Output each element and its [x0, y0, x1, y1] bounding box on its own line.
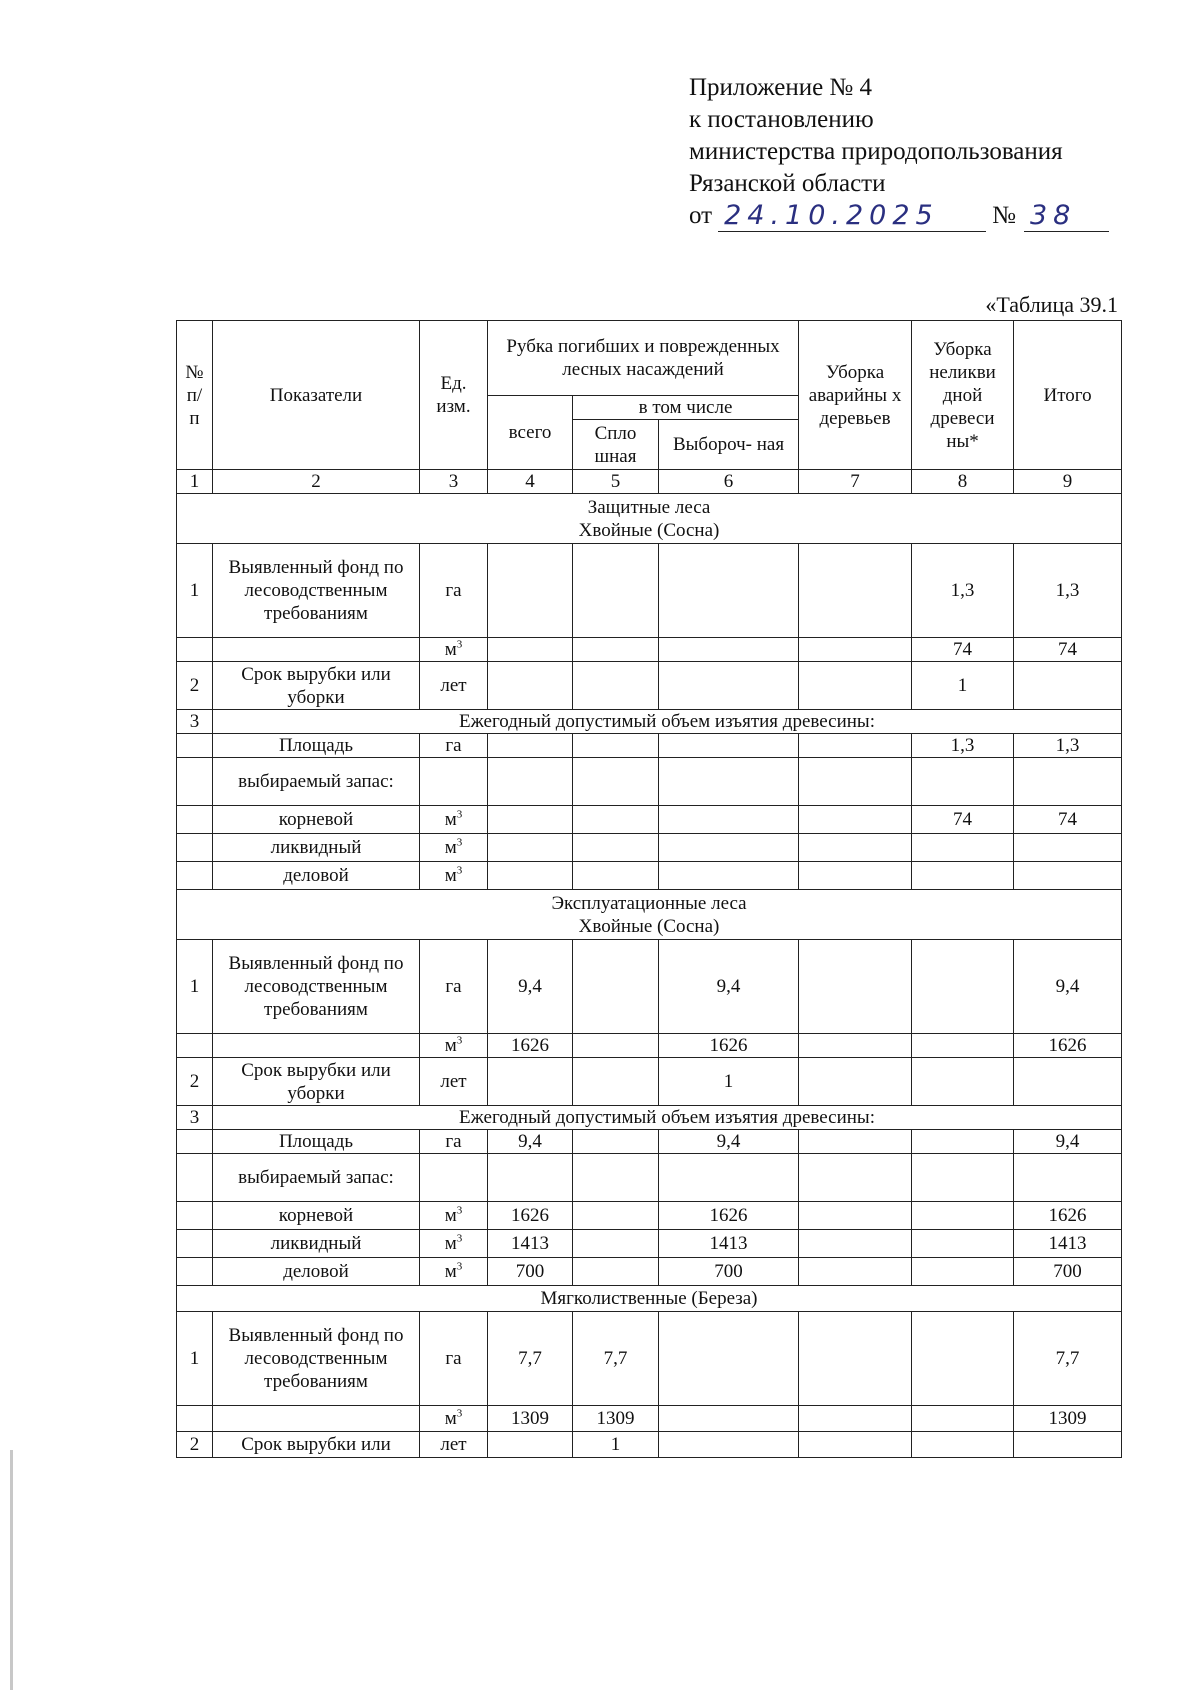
table-row — [177, 834, 1122, 862]
row-number — [177, 1034, 213, 1058]
value-cell: 9,4 — [488, 940, 573, 1034]
col-number: 9 — [1014, 470, 1122, 494]
col-head-indicators: Показатели — [213, 321, 420, 470]
table-row — [177, 940, 1122, 1034]
value-cell: 1626 — [1014, 1034, 1122, 1058]
row-number — [177, 758, 213, 806]
row-number — [177, 1202, 213, 1230]
row-number: 2 — [177, 662, 213, 710]
value-cell: 9,4 — [659, 1130, 799, 1154]
col-head-illiquid: Уборка неликви дной древеси ны* — [912, 321, 1014, 470]
value-cell — [659, 1432, 799, 1458]
unit-m: м — [444, 865, 457, 886]
value-cell — [659, 758, 799, 806]
value-cell — [573, 834, 659, 862]
section-exploitation-pine — [177, 890, 1122, 940]
value-cell — [799, 662, 912, 710]
value-cell — [799, 1058, 912, 1106]
indicator-label: Выявленный фонд по лесоводственным требованиям — [213, 544, 420, 638]
section-birch: Мягколиственные (Береза) — [177, 1286, 1122, 1312]
value-cell — [1014, 1432, 1122, 1458]
section-row — [177, 890, 1122, 940]
value-cell — [573, 662, 659, 710]
indicator-label: корневой — [213, 1202, 420, 1230]
value-cell — [912, 862, 1014, 890]
value-cell: 74 — [1014, 806, 1122, 834]
value-cell — [573, 638, 659, 662]
value-cell — [799, 1258, 912, 1286]
appendix-header — [689, 72, 1129, 232]
value-cell: 1626 — [488, 1034, 573, 1058]
value-cell — [659, 834, 799, 862]
col-number: 2 — [213, 470, 420, 494]
value-cell — [799, 1034, 912, 1058]
table-row — [177, 1406, 1122, 1432]
unit-cell: га — [420, 544, 488, 638]
value-cell — [573, 940, 659, 1034]
row-number — [177, 734, 213, 758]
row-number: 3 — [177, 710, 213, 734]
value-cell — [488, 638, 573, 662]
value-cell — [912, 834, 1014, 862]
value-cell — [573, 1258, 659, 1286]
row-number — [177, 1230, 213, 1258]
table-row — [177, 662, 1122, 710]
value-cell — [912, 1034, 1014, 1058]
table-caption: «Таблица 39.1 — [985, 292, 1118, 317]
col-number: 5 — [573, 470, 659, 494]
unit-cube: 3 — [456, 1204, 463, 1217]
value-cell — [799, 806, 912, 834]
table-row — [177, 862, 1122, 890]
value-cell — [1014, 834, 1122, 862]
value-cell: 1309 — [488, 1406, 573, 1432]
value-cell: 1626 — [659, 1034, 799, 1058]
indicator-label: ликвидный — [213, 834, 420, 862]
section-subtitle: Хвойные (Сосна) — [578, 915, 720, 937]
unit-cube: 3 — [456, 1034, 463, 1047]
value-cell — [659, 734, 799, 758]
table-row — [177, 1312, 1122, 1406]
table-row — [177, 710, 1122, 734]
scan-margin-line — [10, 1450, 13, 1690]
col-head-including: в том числе — [573, 396, 799, 420]
section-subtitle: Хвойные (Сосна) — [578, 519, 720, 541]
value-cell: 1626 — [1014, 1202, 1122, 1230]
table-row — [177, 1058, 1122, 1106]
section-row — [177, 494, 1122, 544]
unit-cell: га — [420, 1312, 488, 1406]
table-row — [177, 1230, 1122, 1258]
value-cell — [1014, 862, 1122, 890]
value-cell — [799, 758, 912, 806]
value-cell — [659, 544, 799, 638]
table-row — [177, 1106, 1122, 1130]
value-cell — [659, 806, 799, 834]
value-cell — [659, 1154, 799, 1202]
row-number — [177, 806, 213, 834]
unit-m: м — [444, 1035, 457, 1056]
value-cell: 74 — [1014, 638, 1122, 662]
value-cell — [488, 1432, 573, 1458]
value-cell: 1 — [912, 662, 1014, 710]
value-cell — [912, 1058, 1014, 1106]
value-cell — [1014, 1154, 1122, 1202]
unit-cell — [420, 638, 488, 662]
value-cell — [799, 1154, 912, 1202]
row-number — [177, 1406, 213, 1432]
unit-cell — [420, 834, 488, 862]
value-cell — [573, 1130, 659, 1154]
value-cell: 1626 — [488, 1202, 573, 1230]
value-cell: 9,4 — [659, 940, 799, 1034]
decree-number-handwritten: 38 — [1024, 201, 1109, 232]
unit-cell: га — [420, 1130, 488, 1154]
row-number — [177, 834, 213, 862]
value-cell: 700 — [488, 1258, 573, 1286]
unit-cell: лет — [420, 662, 488, 710]
row-number — [177, 1258, 213, 1286]
row-number — [177, 1130, 213, 1154]
unit-m: м — [444, 1261, 457, 1282]
value-cell — [799, 1130, 912, 1154]
value-cell — [488, 544, 573, 638]
unit-cell — [420, 1258, 488, 1286]
row-number — [177, 638, 213, 662]
appendix-ministry: министерства природопользования — [689, 138, 1063, 165]
unit-cell — [420, 1034, 488, 1058]
value-cell — [799, 1230, 912, 1258]
value-cell — [912, 1230, 1014, 1258]
unit-cell — [420, 1230, 488, 1258]
table-row — [177, 806, 1122, 834]
unit-cube: 3 — [456, 1407, 463, 1420]
table-row — [177, 1432, 1122, 1458]
value-cell — [799, 1406, 912, 1432]
unit-cube: 3 — [456, 1232, 463, 1245]
col-head-felling: Рубка погибших и поврежденных лесных насаждений — [488, 321, 799, 396]
indicator-label: деловой — [213, 862, 420, 890]
row-number: 1 — [177, 940, 213, 1034]
value-cell: 700 — [659, 1258, 799, 1286]
value-cell — [912, 1202, 1014, 1230]
unit-cell: лет — [420, 1058, 488, 1106]
indicator-label: Выявленный фонд по лесоводственным требованиям — [213, 1312, 420, 1406]
unit-cube: 3 — [456, 808, 463, 821]
indicator-label: Площадь — [213, 734, 420, 758]
value-cell: 1 — [573, 1432, 659, 1458]
value-cell: 9,4 — [1014, 1130, 1122, 1154]
decree-date-row — [689, 200, 1129, 232]
value-cell — [912, 940, 1014, 1034]
annual-volume-heading: Ежегодный допустимый объем изъятия древесины: — [213, 1106, 1122, 1130]
value-cell: 74 — [912, 806, 1014, 834]
col-head-number: № п/ п — [177, 321, 213, 470]
indicator-label: выбираемый запас: — [213, 758, 420, 806]
unit-cube: 3 — [456, 1260, 463, 1273]
row-number: 1 — [177, 544, 213, 638]
value-cell — [799, 1202, 912, 1230]
col-number: 3 — [420, 470, 488, 494]
indicator-label: деловой — [213, 1258, 420, 1286]
indicator-label: ликвидный — [213, 1230, 420, 1258]
unit-cell: га — [420, 734, 488, 758]
indicator-label: Выявленный фонд по лесоводственным требованиям — [213, 940, 420, 1034]
table-row — [177, 544, 1122, 638]
value-cell — [799, 544, 912, 638]
value-cell — [799, 734, 912, 758]
col-number: 8 — [912, 470, 1014, 494]
value-cell: 1,3 — [1014, 544, 1122, 638]
unit-cell: лет — [420, 1432, 488, 1458]
value-cell — [573, 1230, 659, 1258]
value-cell — [573, 806, 659, 834]
value-cell — [573, 1202, 659, 1230]
value-cell — [912, 1258, 1014, 1286]
appendix-ref-line: к постановлению — [689, 106, 874, 133]
indicator-label: Срок вырубки или уборки — [213, 662, 420, 710]
unit-cell — [420, 1154, 488, 1202]
column-numbers-row — [177, 470, 1122, 494]
decree-date-handwritten: 24.10.2025 — [718, 201, 986, 232]
value-cell: 7,7 — [573, 1312, 659, 1406]
table-row — [177, 638, 1122, 662]
value-cell — [799, 638, 912, 662]
value-cell: 1413 — [488, 1230, 573, 1258]
value-cell: 9,4 — [1014, 940, 1122, 1034]
col-head-total: Итого — [1014, 321, 1122, 470]
table-row — [177, 758, 1122, 806]
value-cell — [573, 1154, 659, 1202]
unit-cell — [420, 1406, 488, 1432]
col-number: 7 — [799, 470, 912, 494]
value-cell — [488, 862, 573, 890]
table-row — [177, 1130, 1122, 1154]
value-cell: 1309 — [1014, 1406, 1122, 1432]
value-cell — [488, 758, 573, 806]
unit-m: м — [444, 809, 457, 830]
value-cell — [799, 940, 912, 1034]
value-cell — [912, 1130, 1014, 1154]
value-cell — [573, 1058, 659, 1106]
value-cell — [912, 1432, 1014, 1458]
col-number: 1 — [177, 470, 213, 494]
value-cell: 7,7 — [488, 1312, 573, 1406]
value-cell — [488, 806, 573, 834]
value-cell: 9,4 — [488, 1130, 573, 1154]
unit-cube: 3 — [456, 638, 463, 651]
unit-cell — [420, 862, 488, 890]
indicator-label: Площадь — [213, 1130, 420, 1154]
unit-m: м — [444, 837, 457, 858]
row-number — [177, 1154, 213, 1202]
value-cell — [799, 1432, 912, 1458]
unit-cell — [420, 758, 488, 806]
row-number: 1 — [177, 1312, 213, 1406]
value-cell — [659, 662, 799, 710]
value-cell: 1413 — [1014, 1230, 1122, 1258]
table-row — [177, 1202, 1122, 1230]
col-head-clear: Спло шная — [573, 420, 659, 470]
unit-cell — [420, 806, 488, 834]
col-head-selective: Выбороч- ная — [659, 420, 799, 470]
unit-cell — [420, 1202, 488, 1230]
row-number: 2 — [177, 1432, 213, 1458]
number-sign: № — [992, 202, 1016, 229]
value-cell: 1309 — [573, 1406, 659, 1432]
value-cell — [799, 834, 912, 862]
unit-m: м — [444, 1408, 457, 1429]
col-number: 4 — [488, 470, 573, 494]
value-cell — [912, 1154, 1014, 1202]
appendix-title: Приложение № 4 — [689, 74, 873, 101]
unit-cell: га — [420, 940, 488, 1034]
annual-volume-heading: Ежегодный допустимый объем изъятия древесины: — [213, 710, 1122, 734]
value-cell — [659, 1406, 799, 1432]
value-cell — [573, 734, 659, 758]
unit-m: м — [444, 1233, 457, 1254]
value-cell — [1014, 662, 1122, 710]
value-cell: 1,3 — [912, 544, 1014, 638]
unit-cube: 3 — [456, 864, 463, 877]
row-number — [177, 862, 213, 890]
value-cell — [659, 638, 799, 662]
appendix-region: Рязанской области — [689, 170, 886, 197]
value-cell — [488, 1058, 573, 1106]
value-cell — [912, 1406, 1014, 1432]
value-cell: 1,3 — [912, 734, 1014, 758]
indicator-label: выбираемый запас: — [213, 1154, 420, 1202]
value-cell: 1413 — [659, 1230, 799, 1258]
value-cell — [573, 758, 659, 806]
value-cell — [912, 758, 1014, 806]
section-title: Защитные леса — [587, 496, 711, 518]
row-number: 2 — [177, 1058, 213, 1106]
col-number: 6 — [659, 470, 799, 494]
table-row — [177, 1034, 1122, 1058]
forest-felling-table — [176, 320, 1122, 1458]
value-cell — [488, 662, 573, 710]
row-number: 3 — [177, 1106, 213, 1130]
indicator-label: Срок вырубки или — [213, 1432, 420, 1458]
col-head-emergency: Уборка аварийны х деревьев — [799, 321, 912, 470]
table-row — [177, 1154, 1122, 1202]
indicator-label: Срок вырубки или уборки — [213, 1058, 420, 1106]
value-cell — [1014, 1058, 1122, 1106]
indicator-label — [213, 1406, 420, 1432]
col-head-unit: Ед. изм. — [420, 321, 488, 470]
value-cell — [573, 544, 659, 638]
section-row — [177, 1286, 1122, 1312]
value-cell — [799, 862, 912, 890]
value-cell — [912, 1312, 1014, 1406]
value-cell: 1626 — [659, 1202, 799, 1230]
value-cell: 1 — [659, 1058, 799, 1106]
value-cell: 1,3 — [1014, 734, 1122, 758]
section-protective-pine — [177, 494, 1122, 544]
value-cell: 7,7 — [1014, 1312, 1122, 1406]
value-cell — [488, 1154, 573, 1202]
unit-m: м — [444, 1205, 457, 1226]
value-cell — [573, 862, 659, 890]
table-row — [177, 1258, 1122, 1286]
col-head-all: всего — [488, 396, 573, 470]
unit-m: м — [444, 639, 457, 660]
date-prefix: от — [689, 202, 713, 229]
indicator-label: корневой — [213, 806, 420, 834]
value-cell — [573, 1034, 659, 1058]
section-title: Эксплуатационные леса — [551, 892, 747, 914]
value-cell — [659, 862, 799, 890]
value-cell: 74 — [912, 638, 1014, 662]
value-cell — [488, 734, 573, 758]
indicator-label — [213, 1034, 420, 1058]
value-cell — [799, 1312, 912, 1406]
unit-cube: 3 — [456, 836, 463, 849]
value-cell: 700 — [1014, 1258, 1122, 1286]
value-cell — [659, 1312, 799, 1406]
value-cell — [1014, 758, 1122, 806]
indicator-label — [213, 638, 420, 662]
table-row — [177, 734, 1122, 758]
value-cell — [488, 834, 573, 862]
